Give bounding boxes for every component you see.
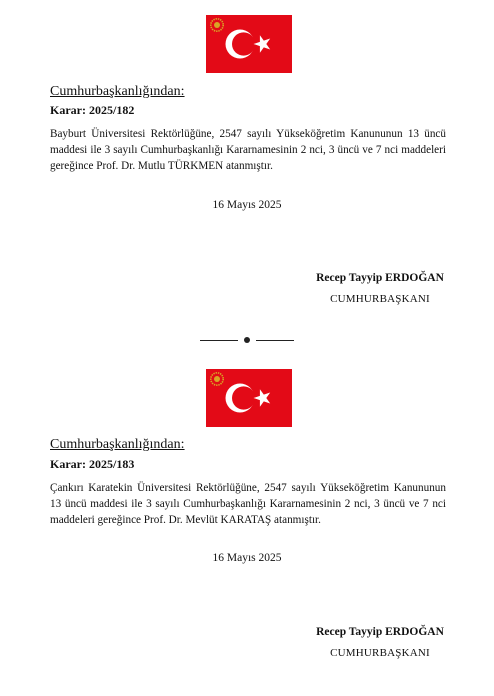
authority-heading: Cumhurbaşkanlığından: (50, 437, 185, 452)
decision-number: Karar: 2025/183 (50, 457, 135, 471)
decision-date: 16 Mayıs 2025 (212, 199, 282, 211)
signer-surname: ERDOĞAN (385, 272, 444, 284)
signer-name-line (300, 626, 460, 638)
decision-date: 16 Mayıs 2025 (212, 552, 282, 564)
decision-number: Karar: 2025/182 (50, 103, 135, 117)
signer-name: Recep Tayyip (316, 272, 383, 284)
section-separator (0, 334, 494, 346)
decision-body: Çankırı Karatekin Üniversitesi Rektörlüğüne, 2547 sayılı Yükseköğretim Kanununun 13 üncü maddesi ile 3 sayılı Cumhurbaşkanlığı Kararnamesinin 2 nci, 3 üncü ve 7 nci maddeleri gereğince Prof. Dr. Mevlüt KARATAŞ atanmıştır. (50, 482, 446, 526)
signer-name: Recep Tayyip (316, 626, 383, 638)
signature-block (300, 626, 460, 659)
turkish-flag-graphic (206, 15, 292, 73)
signer-surname: ERDOĞAN (385, 626, 444, 638)
separator-line-right (256, 340, 294, 341)
separator-dot-icon (244, 337, 250, 343)
authority-heading: Cumhurbaşkanlığından: (50, 84, 185, 99)
turkish-flag-graphic (206, 369, 292, 427)
turkish-flag-icon (206, 369, 292, 427)
signer-name-line (300, 272, 460, 284)
separator-line-left (200, 340, 238, 341)
signature-block (300, 272, 460, 305)
signer-title: CUMHURBAŞKANI (330, 647, 430, 659)
decision-body: Bayburt Üniversitesi Rektörlüğüne, 2547 sayılı Yükseköğretim Kanununun 13 üncü maddesi ile 3 sayılı Cumhurbaşkanlığı Kararnamesinin 2 nci, 3 üncü ve 7 nci maddeleri gereğince Prof. Dr. Mutlu TÜRKMEN atanmıştır. (50, 128, 446, 172)
turkish-flag-icon (206, 15, 292, 73)
signer-title: CUMHURBAŞKANI (330, 293, 430, 305)
